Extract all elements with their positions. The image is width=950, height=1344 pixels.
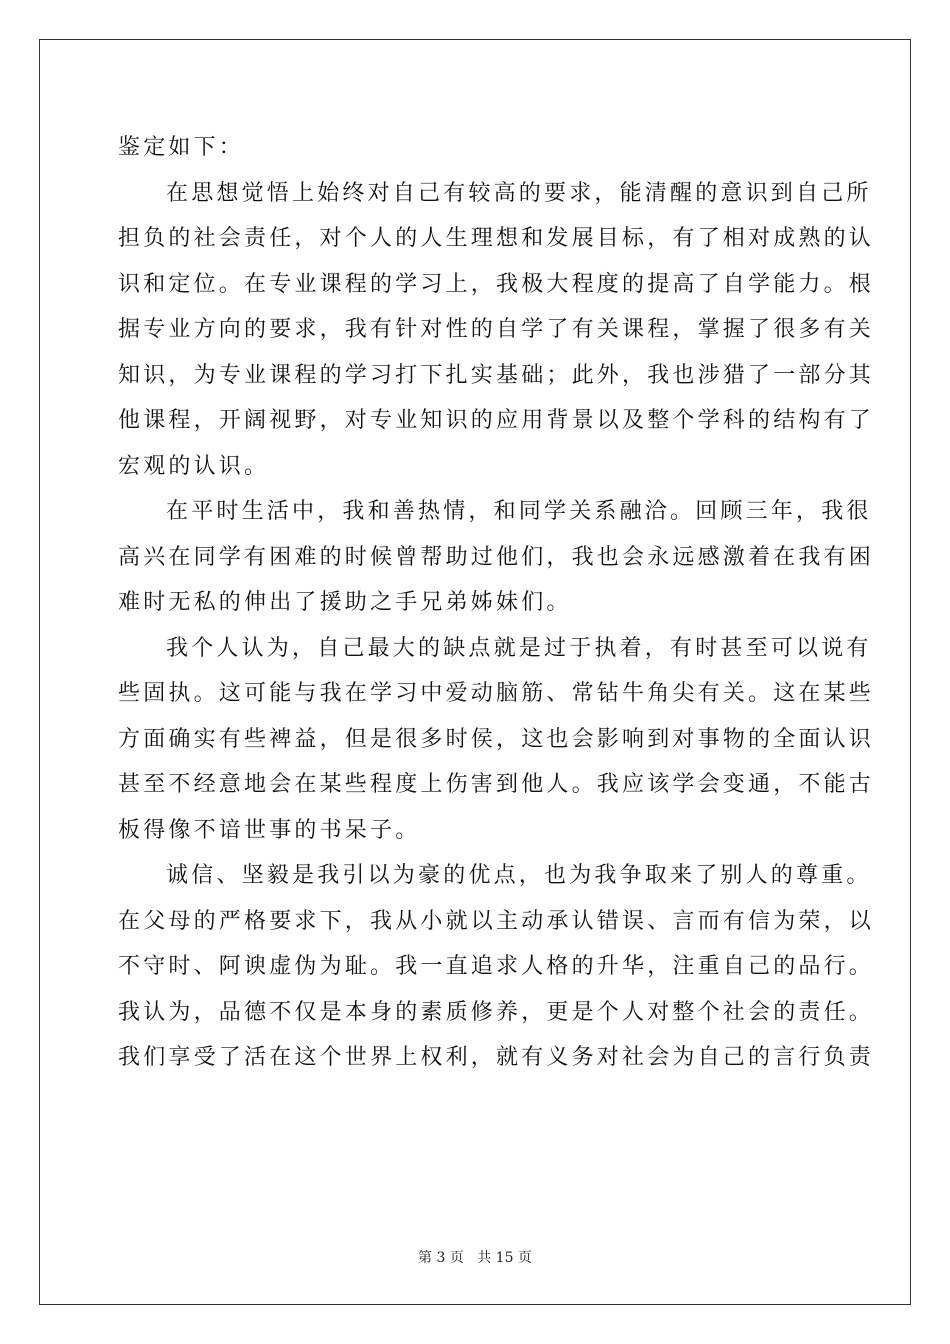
text-line: 在平时生活中，我和善热情，和同学关系融洽。回顾三年，我很 [166, 499, 872, 524]
text-line: 诚信、坚毅是我引以为豪的优点，也为我争取来了别人的尊重。 [166, 863, 872, 888]
text-line: 鉴定如下： [118, 135, 245, 160]
text-line: 方面确实有些裨益，但是很多时侯，这也会影响到对事物的全面认识 [118, 726, 875, 752]
text-line: 板得像不谙世事的书呆子。 [118, 817, 421, 843]
text-line: 我认为，品德不仅是本身的素质修养，更是个人对整个社会的责任。 [118, 999, 875, 1025]
text-line: 据专业方向的要求，我有针对性的自学了有关课程，掌握了很多有关 [118, 317, 875, 342]
text-line: 识和定位。在专业课程的学习上，我极大程度的提高了自学能力。根 [118, 271, 875, 297]
text-line: 高兴在同学有困难的时候曾帮助过他们，我也会永远感激着在我有困 [118, 544, 875, 570]
text-line: 他课程，开阔视野，对专业知识的应用背景以及整个学科的结构有了 [118, 408, 875, 433]
text-line: 甚至不经意地会在某些程度上伤害到他人。我应该学会变通，不能古 [118, 772, 875, 797]
text-line: 在父母的严格要求下，我从小就以主动承认错误、言而有信为荣，以 [118, 908, 875, 934]
text-line: 些固执。这可能与我在学习中爱动脑筋、常钻牛角尖有关。这在某些 [118, 681, 875, 706]
text-line: 宏观的认识。 [118, 453, 270, 479]
text-line: 我们享受了活在这个世界上权利，就有义务对社会为自己的言行负责 [118, 1045, 875, 1070]
text-line: 担负的社会责任，对个人的人生理想和发展目标，有了相对成熟的认 [118, 226, 875, 251]
text-line: 难时无私的伸出了援助之手兄弟姊妹们。 [118, 590, 572, 615]
text-line: 我个人认为，自己最大的缺点就是过于执着，有时甚至可以说有 [166, 635, 872, 661]
text-line: 不守时、阿谀虚伪为耻。我一直追求人格的升华，注重自己的品行。 [118, 954, 875, 979]
text-line: 在思想觉悟上始终对自己有较高的要求，能清醒的意识到自己所 [166, 180, 872, 206]
page-footer [0, 1247, 950, 1267]
document-body [118, 125, 875, 1081]
page-number: 第 3 页 [418, 1250, 464, 1266]
text-line: 知识，为专业课程的学习打下扎实基础；此外，我也涉猎了一部分其 [118, 362, 875, 388]
page-total: 共 15 页 [477, 1250, 532, 1266]
